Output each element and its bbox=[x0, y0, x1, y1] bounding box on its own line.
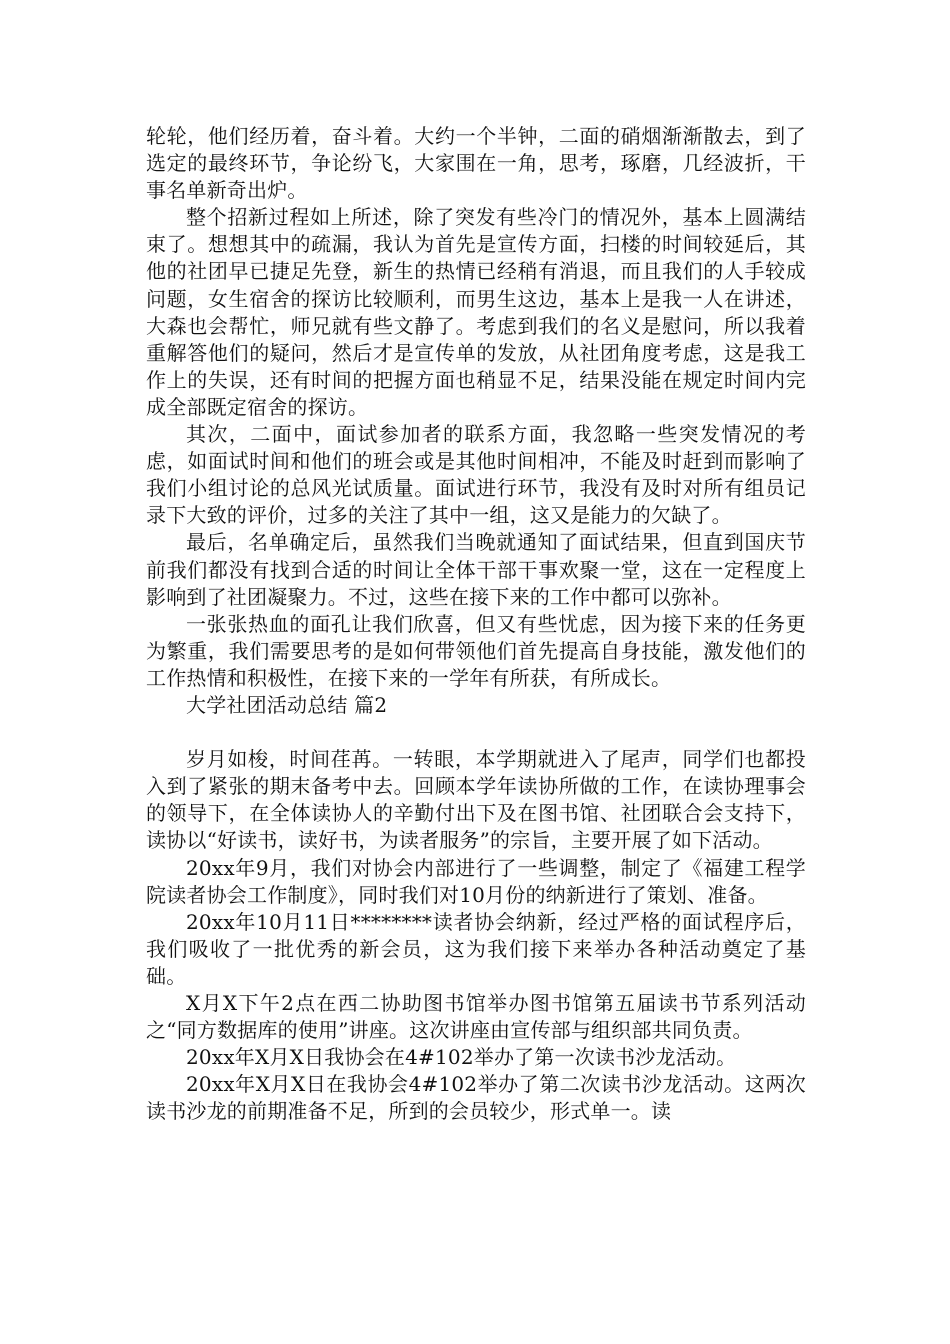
paragraph: X月X下午2点在西二协助图书馆举办图书馆第五届读书节系列活动之“同方数据库的使用”讲座。这次讲座由宣传部与组织部共同负责。 bbox=[146, 991, 806, 1043]
paragraph-continued: 轮轮，他们经历着，奋斗着。大约一个半钟，二面的硝烟渐渐散去，到了选定的最终环节，争论纷飞，大家围在一角，思考，琢磨，几经波折，干事名单新奇出炉。 bbox=[146, 124, 806, 203]
paragraph: 20xx年X月X日我协会在4#102举办了第一次读书沙龙活动。 bbox=[186, 1045, 737, 1070]
paragraph: 岁月如梭，时间荏苒。一转眼，本学期就进入了尾声，同学们也都投入到了紧张的期末备考中去。回顾本学年读协所做的工作，在读协理事会的领导下，在全体读协人的辛勤付出下及在图书馆、社团联合会支持下，读协以“好读书，读好书，为读者服务”的宗旨，主要开展了如下活动。 bbox=[146, 747, 806, 853]
paragraph: 整个招新过程如上所述，除了突发有些冷门的情况外，基本上圆满结束了。想想其中的疏漏，我认为首先是宣传方面，扫楼的时间较延后，其他的社团早已捷足先登，新生的热情已经稍有消退，而且我们的人手较成问题，女生宿舍的探访比较顺利，而男生这边，基本上是我一人在讲述，大森也会帮忙，师兄就有些文静了。考虑到我们的名义是慰问，所以我着重解答他们的疑问，然后才是宣传单的发放，从社团角度考虑，这是我工作上的失误，还有时间的把握方面也稍显不足，结果没能在规定时间内完成全部既定宿舍的探访。 bbox=[146, 205, 806, 419]
paragraph: 其次，二面中，面试参加者的联系方面，我忽略一些突发情况的考虑，如面试时间和他们的班会或是其他时间相冲，不能及时赶到而影响了我们小组讨论的总风光试质量。面试进行环节，我没有及时对所有组员记录下大致的评价，过多的关注了其中一组，这又是能力的欠缺了。 bbox=[146, 422, 806, 528]
paragraph: 20xx年X月X日在我协会4#102举办了第二次读书沙龙活动。这两次读书沙龙的前期准备不足，所到的会员较少，形式单一。读 bbox=[146, 1072, 806, 1124]
paragraph: 20xx年10月11日********读者协会纳新，经过严格的面试程序后，我们吸收了一批优秀的新会员，这为我们接下来举办各种活动奠定了基础。 bbox=[146, 909, 806, 988]
blank-line bbox=[146, 719, 806, 746]
paragraph: 一张张热血的面孔让我们欣喜，但又有些忧虑，因为接下来的任务更为繁重，我们需要思考的是如何带领他们首先提高自身技能，激发他们的工作热情和积极性，在接下来的一学年有所获，有所成长。 bbox=[146, 611, 806, 690]
paragraph: 最后，名单确定后，虽然我们当晚就通知了面试结果，但直到国庆节前我们都没有找到合适的时间让全体干部干事欢聚一堂，这在一定程度上影响到了社团凝聚力。不过，这些在接下来的工作中都可以弥补。 bbox=[146, 530, 806, 609]
section-heading: 大学社团活动总结 篇2 bbox=[186, 692, 388, 717]
document-body bbox=[146, 123, 806, 1125]
paragraph: 20xx年9月，我们对协会内部进行了一些调整，制定了《福建工程学院读者协会工作制度》，同时我们对10月份的纳新进行了策划、准备。 bbox=[146, 855, 806, 907]
